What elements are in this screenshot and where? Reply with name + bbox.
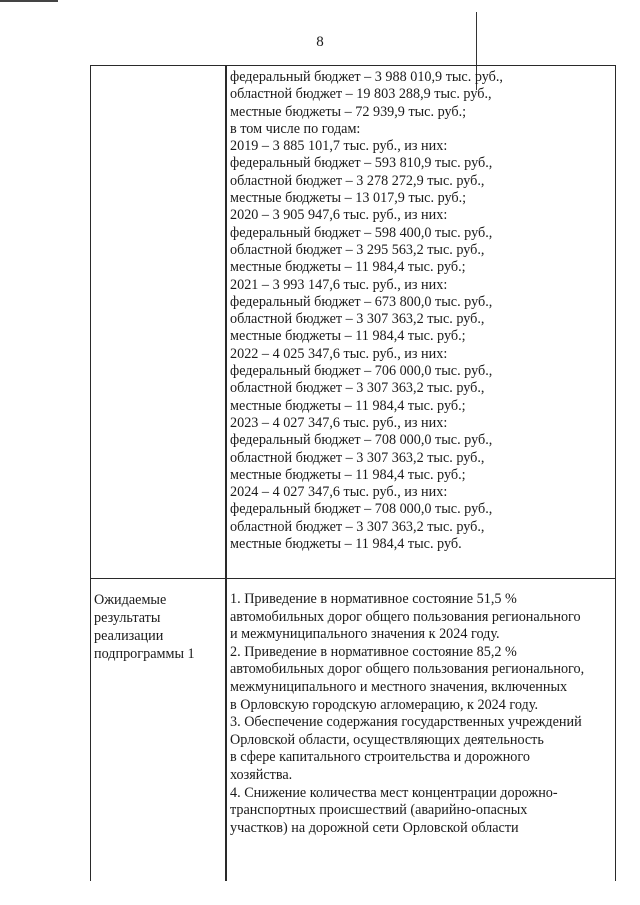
- financing-line: областной бюджет – 3 307 363,2 тыс. руб.,: [230, 311, 485, 328]
- table-row-divider: [90, 578, 616, 579]
- financing-line: федеральный бюджет – 708 000,0 тыс. руб.,: [230, 432, 493, 449]
- expected-results-label: [94, 591, 226, 663]
- financing-line: областной бюджет – 3 278 272,9 тыс. руб.,: [230, 172, 485, 189]
- table-border-right: [615, 65, 616, 881]
- financing-line: федеральный бюджет – 706 000,0 тыс. руб.,: [230, 363, 493, 380]
- result-line: автомобильных дорог общего пользования регионального,: [230, 661, 585, 678]
- financing-line: федеральный бюджет – 593 810,9 тыс. руб.,: [230, 155, 493, 172]
- result-line: Орловской области, осуществляющих деятельность: [230, 731, 544, 748]
- financing-line: 2022 – 4 025 347,6 тыс. руб., из них:: [230, 345, 448, 362]
- result-line: хозяйства.: [230, 766, 293, 783]
- financing-line: 2020 – 3 905 947,6 тыс. руб., из них:: [230, 207, 448, 224]
- financing-line: федеральный бюджет – 598 400,0 тыс. руб.,: [230, 224, 493, 241]
- financing-line: 2024 – 4 027 347,6 тыс. руб., из них:: [230, 484, 448, 501]
- financing-line: федеральный бюджет – 708 000,0 тыс. руб.,: [230, 501, 493, 518]
- scan-artifact-mark: [0, 0, 58, 2]
- table-border-left: [90, 65, 91, 881]
- result-line: и межмуниципального значения к 2024 году.: [230, 626, 500, 643]
- financing-line: областной бюджет – 19 803 288,9 тыс. руб.,: [230, 86, 492, 103]
- table-column-divider: [225, 65, 227, 881]
- subprogram-passport-table: [90, 65, 616, 881]
- financing-line: местные бюджеты – 11 984,4 тыс. руб.;: [230, 397, 466, 414]
- label-line: подпрограммы 1: [94, 646, 195, 662]
- table-border-top: [90, 65, 616, 66]
- financing-line: 2019 – 3 885 101,7 тыс. руб., из них:: [230, 138, 448, 155]
- financing-line: местные бюджеты – 11 984,4 тыс. руб.: [230, 536, 462, 553]
- label-line: результаты: [94, 610, 161, 626]
- financing-line: федеральный бюджет – 3 988 010,9 тыс. руб.,: [230, 69, 503, 85]
- financing-line: местные бюджеты – 72 939,9 тыс. руб.;: [230, 103, 467, 120]
- label-line: реализации: [94, 628, 164, 644]
- result-line: 1. Приведение в нормативное состояние 51,5 %: [230, 591, 517, 607]
- result-line: автомобильных дорог общего пользования регионального: [230, 608, 581, 625]
- label-line: Ожидаемые: [94, 592, 167, 608]
- result-line: в Орловскую городскую агломерацию, к 2024 году.: [230, 696, 538, 713]
- result-line: межмуниципального и местного значения, включенных: [230, 678, 568, 695]
- result-line: 4. Снижение количества мест концентрации дорожно-: [230, 784, 558, 801]
- result-line: участков) на дорожной сети Орловской области: [230, 819, 519, 836]
- expected-results-cell: [230, 591, 614, 837]
- financing-line: местные бюджеты – 11 984,4 тыс. руб.;: [230, 328, 466, 345]
- financing-cell: [230, 69, 614, 553]
- result-line: 2. Приведение в нормативное состояние 85,2 %: [230, 643, 517, 660]
- result-line: 3. Обеспечение содержания государственных учреждений: [230, 714, 582, 731]
- financing-line: в том числе по годам:: [230, 120, 361, 137]
- financing-line: областной бюджет – 3 307 363,2 тыс. руб.,: [230, 518, 485, 535]
- financing-line: местные бюджеты – 11 984,4 тыс. руб.;: [230, 259, 466, 276]
- financing-line: федеральный бюджет – 673 800,0 тыс. руб.,: [230, 293, 493, 310]
- financing-line: местные бюджеты – 13 017,9 тыс. руб.;: [230, 190, 467, 207]
- financing-line: местные бюджеты – 11 984,4 тыс. руб.;: [230, 466, 466, 483]
- result-line: в сфере капитального строительства и дорожного: [230, 749, 530, 766]
- financing-line: 2021 – 3 993 147,6 тыс. руб., из них:: [230, 276, 448, 293]
- financing-line: 2023 – 4 027 347,6 тыс. руб., из них:: [230, 414, 448, 431]
- financing-line: областной бюджет – 3 307 363,2 тыс. руб.,: [230, 449, 485, 466]
- result-line: транспортных происшествий (аварийно-опасных: [230, 802, 528, 819]
- financing-line: областной бюджет – 3 307 363,2 тыс. руб.,: [230, 380, 485, 397]
- page-number: 8: [316, 34, 324, 50]
- financing-line: областной бюджет – 3 295 563,2 тыс. руб.,: [230, 241, 485, 258]
